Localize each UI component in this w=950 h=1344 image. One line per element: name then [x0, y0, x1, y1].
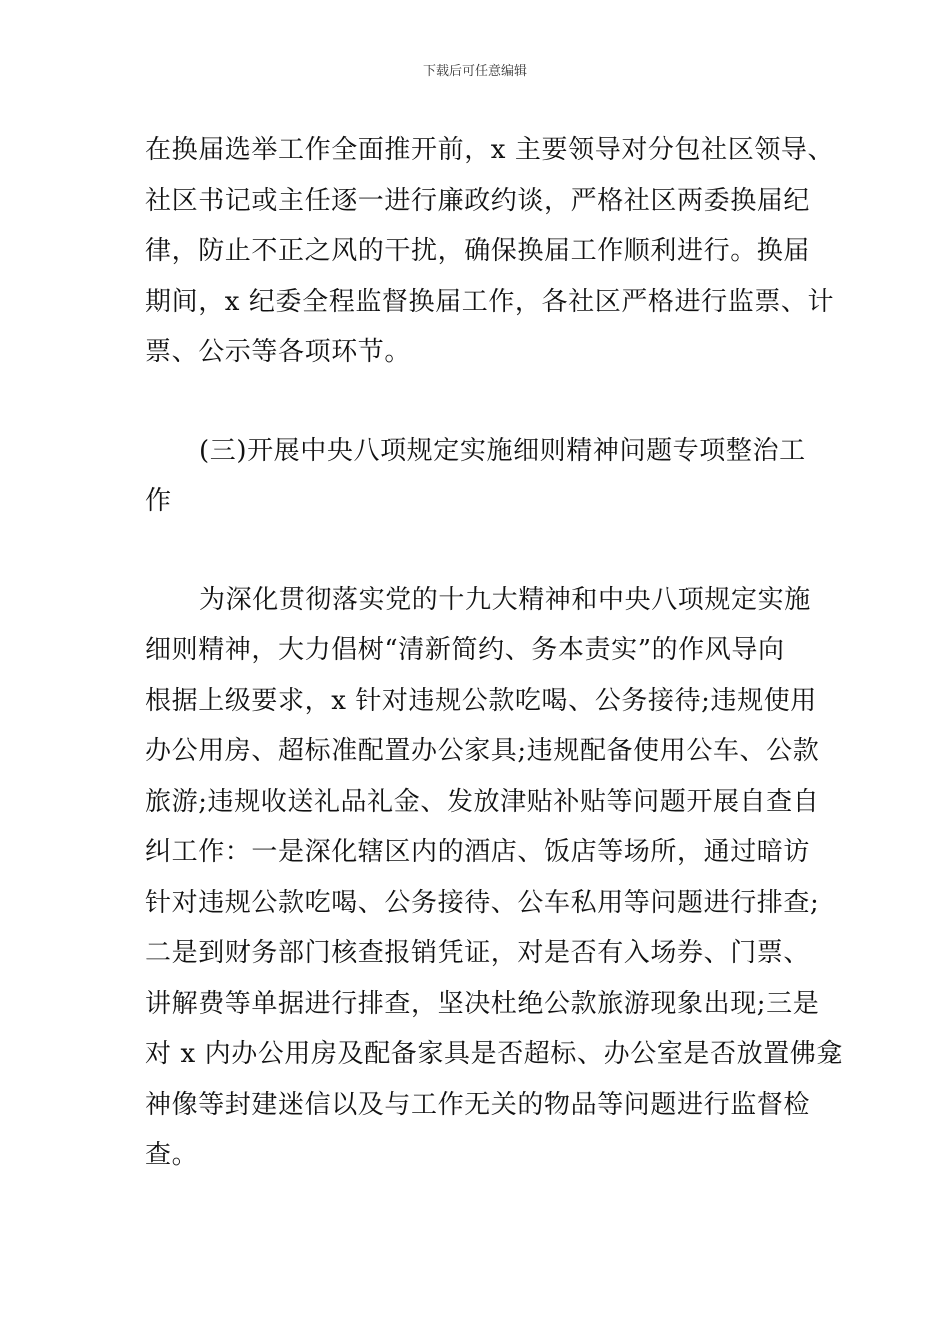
text-line: 在换届选举工作全面推开前，x 主要领导对分包社区领导、 [145, 135, 835, 165]
text-line: 讲解费等单据进行排查，坚决杜绝公款旅游现象出现;三是 [145, 988, 820, 1019]
text-line: 旅游;违规收送礼品礼金、发放津贴补贴等问题开展自查自 [145, 786, 820, 817]
page-header-note: 下载后可任意编辑 [422, 64, 527, 79]
heading-line: 作 [145, 486, 172, 516]
text-line: 神像等封建迷信以及与工作无关的物品等问题进行监督检 [145, 1089, 811, 1120]
document-body [145, 125, 843, 1181]
text-line: 细则精神，大力倡树“清新简约、务本责实”的作风导向 [145, 635, 785, 665]
text-line: 为深化贯彻落实党的十九大精神和中央八项规定实施 [199, 584, 811, 615]
text-line: 对 x 内办公用房及配备家具是否超标、办公室是否放置佛龛 [145, 1039, 843, 1069]
text-line: 针对违规公款吃喝、公务接待、公车私用等问题进行排查; [145, 887, 820, 918]
text-line: 社区书记或主任逐一进行廉政约谈，严格社区两委换届纪 [145, 185, 811, 216]
text-line: 律，防止不正之风的干扰，确保换届工作顺利进行。换届 [145, 236, 811, 266]
text-line: 纠工作：一是深化辖区内的酒店、饭店等场所，通过暗访 [145, 837, 811, 867]
text-line: 办公用房、超标准配置办公家具;违规配备使用公车、公款 [145, 736, 820, 766]
text-line: 根据上级要求，x 针对违规公款吃喝、公务接待;违规使用 [145, 685, 817, 716]
section-heading-three [145, 426, 805, 527]
text-line: 查。 [145, 1140, 199, 1170]
text-line: 票、公示等各项环节。 [145, 337, 412, 367]
text-line: 期间，x 纪委全程监督换届工作，各社区严格进行监票、计 [145, 286, 835, 317]
paragraph-rectification-work [145, 575, 843, 1181]
paragraph-election-supervision [145, 125, 835, 378]
text-line: 二是到财务部门核查报销凭证，对是否有入场券、门票、 [145, 938, 811, 968]
heading-line: (三)开展中央八项规定实施细则精神问题专项整治工 [199, 435, 806, 466]
